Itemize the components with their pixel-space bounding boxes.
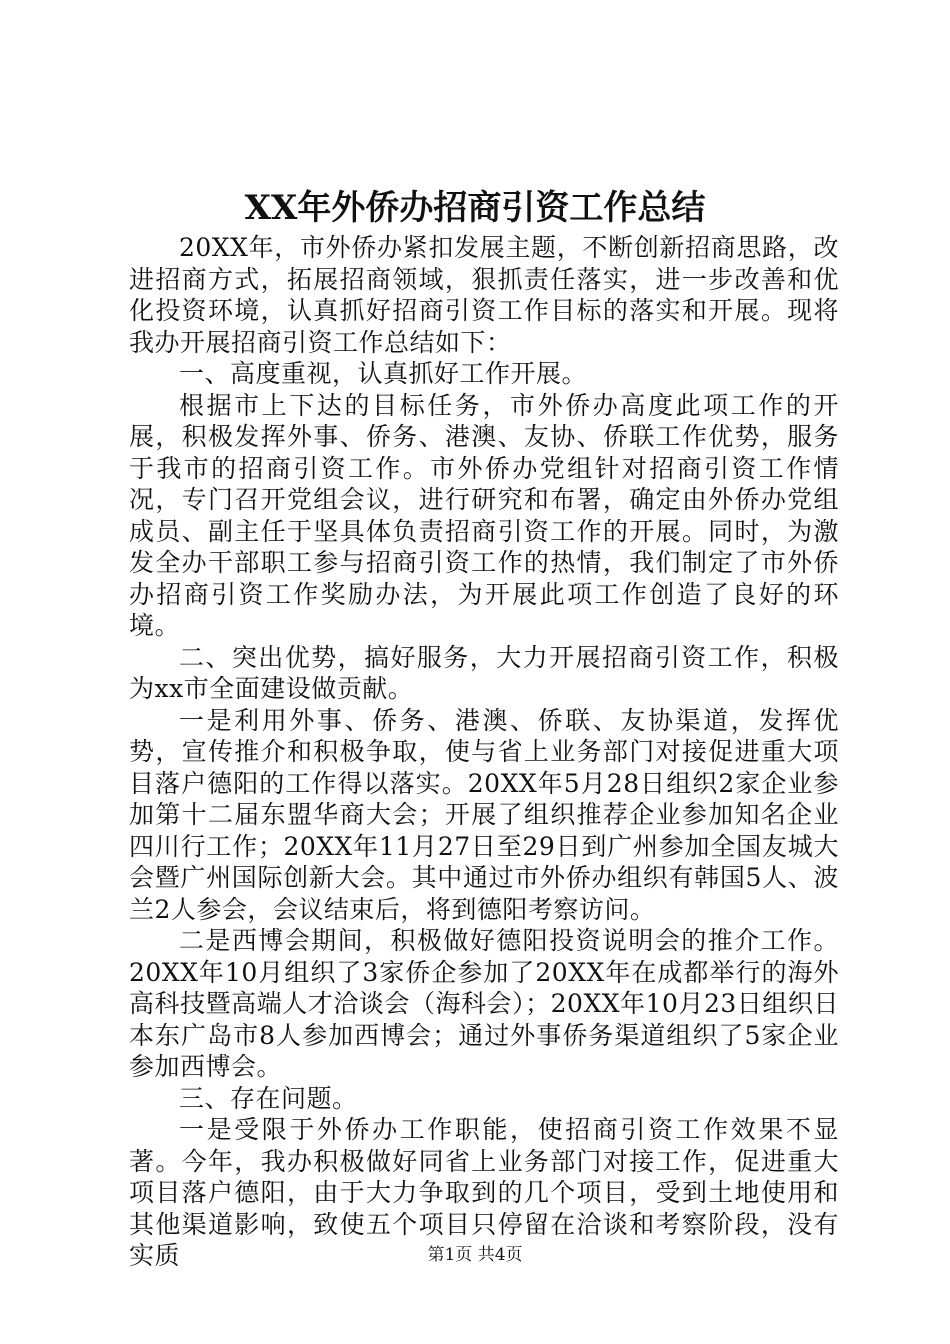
paragraph-heading-3: 三、存在问题。: [179, 1083, 358, 1113]
document-title: XX年外侨办招商引资工作总结: [244, 188, 706, 228]
paragraph-section-1: 根据市上下达的目标任务，市外侨办高度此项工作的开展，积极发挥外事、侨务、港澳、友协、侨联工作优势，服务于我市的招商引资工作。市外侨办党组针对招商引资工作情况，专门召开党组会议，进行研究和布署，确定由外侨办党组成员、副主任于坚具体负责招商引资工作的开展。同时，为激发全办干部职工参与招商引资工作的热情，我们制定了市外侨办招商引资工作奖励办法，为开展此项工作创造了良好的环境。: [129, 390, 839, 640]
paragraph-section-2b: 二是西博会期间，积极做好德阳投资说明会的推介工作。20XX年10月组织了3家侨企参加了20XX年在成都举行的海外高科技暨高端人才洽谈会（海科会）；20XX年10月23日组织日本东广岛市8人参加西博会；通过外事侨务渠道组织了5家企业参加西博会。: [129, 926, 839, 1081]
page-footer: 第1页 共4页: [427, 1245, 523, 1265]
paragraph-intro: 20XX年，市外侨办紧扣发展主题，不断创新招商思路，改进招商方式，拓展招商领域，狠抓责任落实，进一步改善和优化投资环境，认真抓好招商引资工作目标的落实和开展。现将我办开展招商引资工作总结如下：: [129, 233, 839, 357]
paragraph-heading-1: 一、高度重视，认真抓好工作开展。: [179, 359, 588, 388]
paragraph-section-3: 一是受限于外侨办工作职能，使招商引资工作效果不显著。今年，我办积极做好同省上业务部门对接工作，促进重大项目落户德阳，由于大力争取到的几个项目，受到土地使用和其他渠道影响，致使五个项目只停留在洽谈和考察阶段，没有实质: [129, 1115, 839, 1270]
paragraph-heading-2: 二、突出优势，搞好服务，大力开展招商引资工作，积极为xx市全面建设做贡献。: [129, 642, 839, 703]
paragraph-section-2a: 一是利用外事、侨务、港澳、侨联、友协渠道，发挥优势，宣传推介和积极争取，使与省上业务部门对接促进重大项目落户德阳的工作得以落实。20XX年5月28日组织2家企业参加第十二届东盟华商大会；开展了组织推荐企业参加知名企业四川行工作；20XX年11月27日至29日到广州参加全国友城大会暨广州国际创新大会。其中通过市外侨办组织有韩国5人、波兰2人参会，会议结束后，将到德阳考察访问。: [129, 705, 839, 924]
document-body: [129, 232, 839, 1272]
